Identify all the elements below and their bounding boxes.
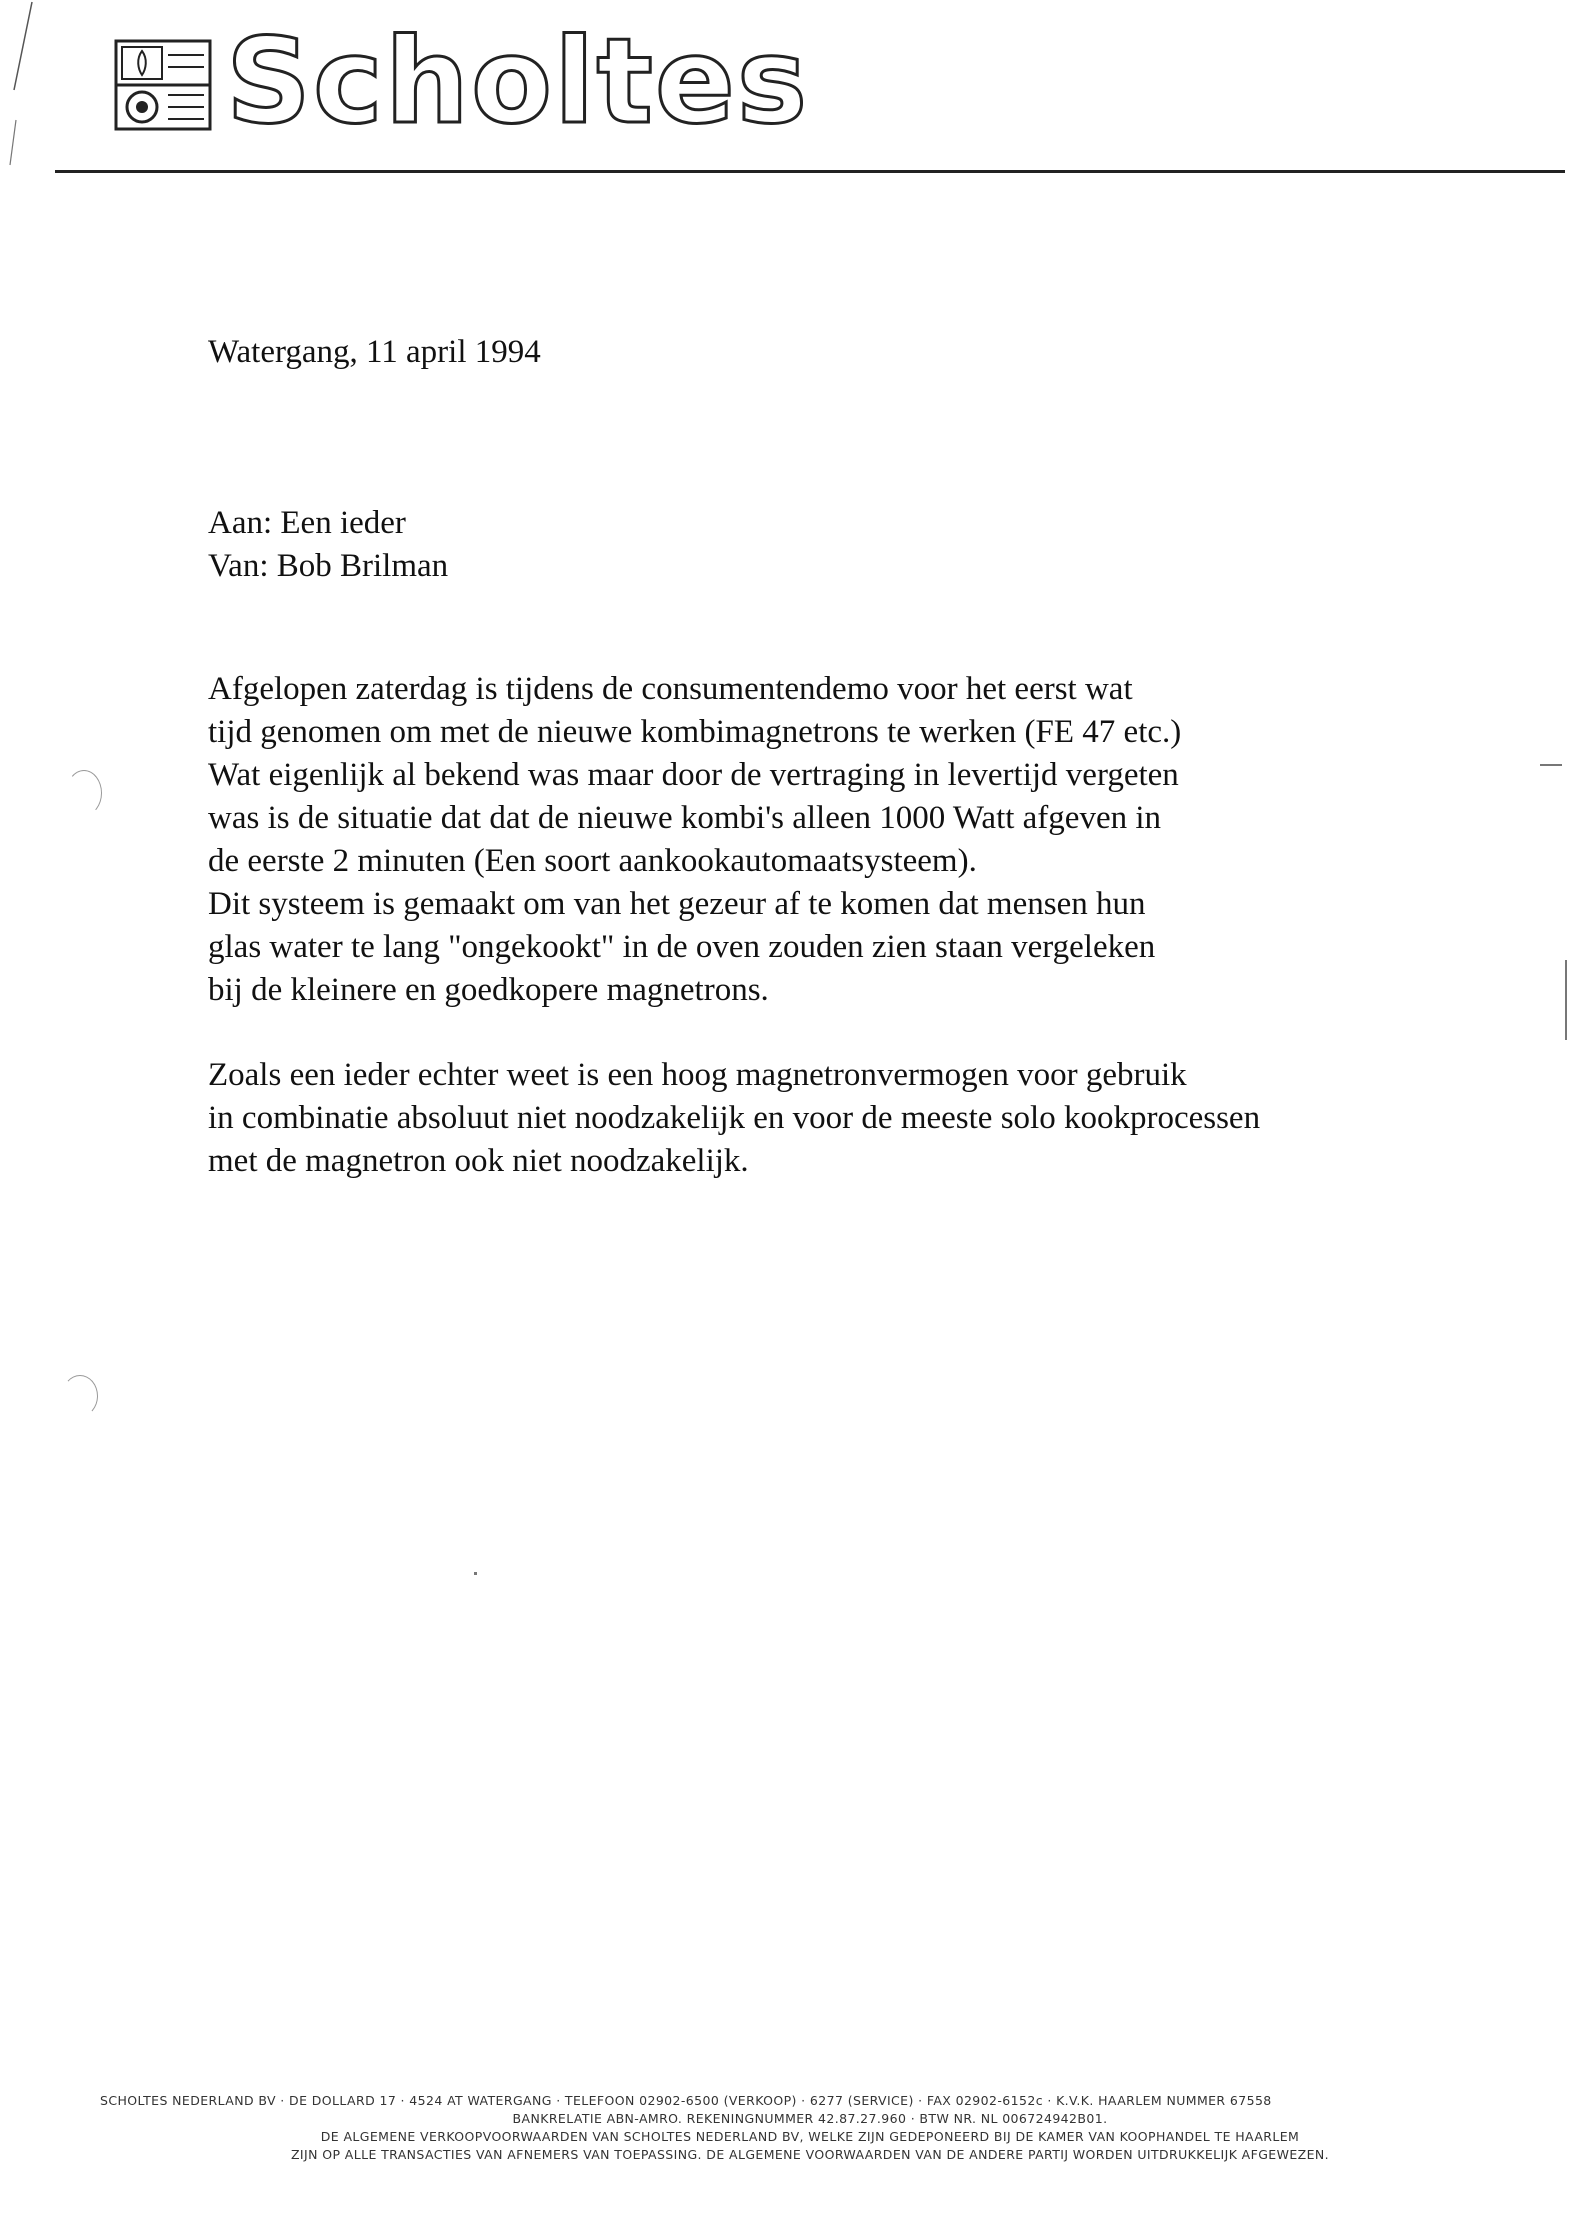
company-name: Scholtes bbox=[226, 12, 810, 150]
paragraph-line: in combinatie absoluut niet noodzakelijk en voor de meeste solo kookprocessen bbox=[208, 1100, 1261, 1136]
scan-artifact bbox=[62, 1375, 98, 1417]
paragraph-line: Afgelopen zaterdag is tijdens de consumentendemo voor het eerst wat bbox=[208, 671, 1133, 707]
sender-line: Van: Bob Brilman bbox=[208, 548, 449, 584]
paragraph-line: met de magnetron ook niet noodzakelijk. bbox=[208, 1143, 749, 1179]
paragraph-line: de eerste 2 minuten (Een soort aankookautomaatsysteem). bbox=[208, 843, 977, 879]
recipient-line: Aan: Een ieder bbox=[208, 505, 406, 541]
paragraph-2 bbox=[208, 1054, 1260, 1183]
company-footer bbox=[100, 2092, 1520, 2164]
letter-date: Watergang, 11 april 1994 bbox=[208, 334, 541, 370]
footer-terms-line: ZIJN OP ALLE TRANSACTIES VAN AFNEMERS VAN TOEPASSING. DE ALGEMENE VOORWAARDEN VAN DE ANDERE PARTIJ WORDEN UITDRUKKELIJK AFGEWEZEN. bbox=[290, 2147, 1330, 2162]
paragraph-line: Zoals een ieder echter weet is een hoog magnetronvermogen voor gebruik bbox=[208, 1057, 1187, 1093]
margin-pen-stroke bbox=[2, 0, 42, 180]
footer-terms-line: DE ALGEMENE VERKOOPVOORWAARDEN VAN SCHOLTES NEDERLAND BV, WELKE ZIJN GEDEPONEERD BIJ DE KAMER VAN KOOPHANDEL TE HAARLEM bbox=[320, 2129, 1300, 2144]
address-block bbox=[208, 502, 448, 588]
paragraph-1 bbox=[208, 668, 1181, 1012]
paragraph-line: was is de situatie dat dat de nieuwe kombi's alleen 1000 Watt afgeven in bbox=[208, 800, 1162, 836]
scan-artifact bbox=[474, 1572, 477, 1575]
company-logo bbox=[112, 12, 810, 150]
scholtes-emblem-icon bbox=[112, 35, 214, 135]
paragraph-line: Dit systeem is gemaakt om van het gezeur af te komen dat mensen hun bbox=[208, 886, 1146, 922]
scan-artifact bbox=[66, 770, 102, 816]
paragraph-line: bij de kleinere en goedkopere magnetrons. bbox=[208, 972, 769, 1008]
paragraph-line: tijd genomen om met de nieuwe kombimagnetrons te werken (FE 47 etc.) bbox=[208, 714, 1182, 750]
scan-artifact bbox=[1540, 764, 1562, 766]
footer-bank-line: BANKRELATIE ABN-AMRO. REKENINGNUMMER 42.87.27.960 · BTW NR. NL 006724942B01. bbox=[512, 2111, 1108, 2126]
paragraph-line: Wat eigenlijk al bekend was maar door de vertraging in levertijd vergeten bbox=[208, 757, 1179, 793]
footer-address-line: SCHOLTES NEDERLAND BV · DE DOLLARD 17 · 4524 AT WATERGANG · TELEFOON 02902-6500 (VERKOOP) · 6277 (SERVICE) · FAX 02902-6152c · K.V.K. HAARLEM NUMMER 67558 bbox=[100, 2093, 1272, 2108]
header-divider bbox=[55, 170, 1565, 173]
paragraph-line: glas water te lang "ongekookt" in de oven zouden zien staan vergeleken bbox=[208, 929, 1156, 965]
scan-artifact bbox=[1565, 960, 1567, 1040]
